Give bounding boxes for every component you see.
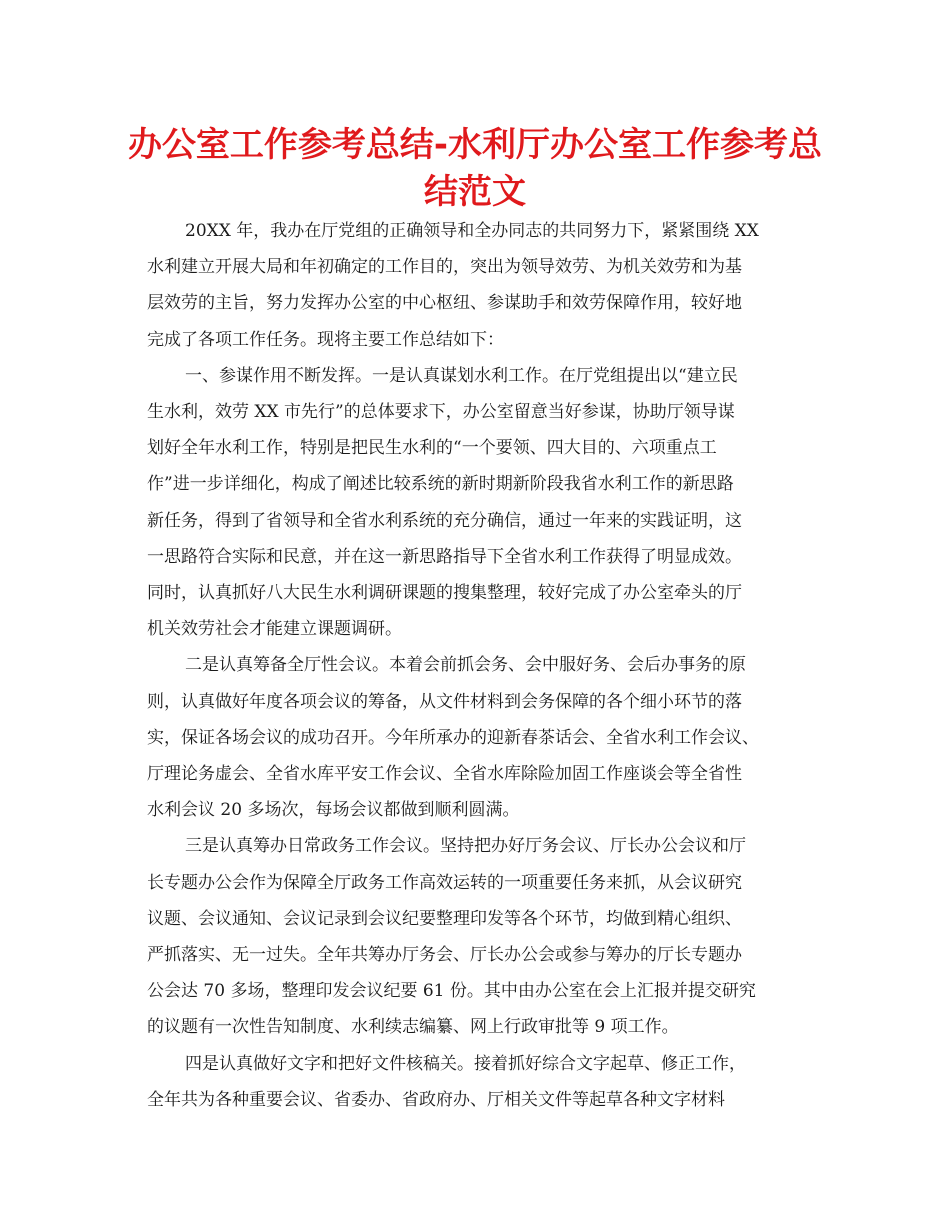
text-line: 同时，认真抓好八大民生水利调研课题的搜集整理，较好完成了办公室牵头的厅 (147, 583, 742, 604)
document-body (147, 213, 811, 1118)
text-line: 水利会议 20 多场次，每场会议都做到顺利圆满。 (147, 800, 520, 821)
text-line: 公会达 70 多场，整理印发会议纪要 61 份。其中由办公室在会上汇报并提交研究 (147, 981, 756, 1002)
paragraph-daily-meetings (147, 828, 811, 1045)
text-line: 四是认真做好文字和把好文件核稿关。接着抓好综合文字起草、修正工作， (185, 1053, 746, 1074)
text-line: 生水利，效劳 XX 市先行”的总体要求下，办公室留意当好参谋，协助厅领导谋 (147, 402, 735, 423)
text-line: 新任务，得到了省领导和全省水利系统的充分确信，通过一年来的实践证明，这 (147, 510, 742, 531)
paragraph-document-review (147, 1046, 811, 1118)
text-line: 的议题有一次性告知制度、水利续志编纂、网上行政审批等 9 项工作。 (147, 1017, 679, 1038)
title-line: 办公室工作参考总结-水利厅办公室工作参考总 (127, 125, 823, 165)
text-line: 水利建立开展大局和年初确定的工作目的，突出为领导效劳、为机关效劳和为基 (147, 257, 742, 278)
text-line: 三是认真筹办日常政务工作会议。坚持把办好厅务会议、厅长办公会议和厅 (185, 836, 746, 857)
text-line: 厅理论务虚会、全省水库平安工作会议、全省水库除险加固工作座谈会等全省性 (147, 764, 742, 785)
text-line: 机关效劳社会才能建立课题调研。 (147, 619, 402, 640)
text-line: 实，保证各场会议的成功召开。今年所承办的迎新春茶话会、全省水利工作会议、 (147, 727, 759, 748)
text-line: 全年共为各种重要会议、省委办、省政府办、厅相关文件等起草各种文字材料 (147, 1089, 725, 1110)
text-line: 划好全年水利工作，特别是把民生水利的“一个要领、四大目的、六项重点工 (147, 438, 717, 459)
text-line: 长专题办公会作为保障全厅政务工作高效运转的一项重要任务来抓，从会议研究 (147, 872, 742, 893)
text-line: 20XX 年，我办在厅党组的正确领导和全办同志的共同努力下，紧紧围绕 XX (185, 221, 759, 241)
text-line: 严抓落实、无一过失。全年共筹办厅务会、厅长办公会或参与筹办的厅长专题办 (147, 945, 742, 966)
text-line: 作”进一步详细化，构成了阐述比较系统的新时期新阶段我省水利工作的新思路 (147, 474, 734, 495)
text-line: 议题、会议通知、会议记录到会议纪要整理印发等各个环节，均做到精心组织、 (147, 908, 742, 929)
paragraph-intro (147, 213, 811, 358)
title-line: 结范文 (424, 172, 526, 212)
text-line: 完成了各项工作任务。现将主要工作总结如下： (147, 329, 504, 350)
text-line: 一、参谋作用不断发挥。一是认真谋划水利工作。在厅党组提出以“建立民 (185, 365, 738, 386)
text-line: 一思路符合实际和民意，并在这一新思路指导下全省水利工作获得了明显成效。 (147, 546, 742, 567)
paragraph-conference-preparation (147, 647, 811, 828)
document-title (120, 122, 830, 216)
text-line: 则，认真做好年度各项会议的筹备，从文件材料到会务保障的各个细小环节的落 (147, 691, 742, 712)
text-line: 层效劳的主旨，努力发挥办公室的中心枢纽、参谋助手和效劳保障作用，较好地 (147, 293, 742, 314)
text-line: 二是认真筹备全厅性会议。本着会前抓会务、会中服好务、会后办事务的原 (185, 655, 746, 676)
paragraph-advisory-role (147, 358, 811, 648)
